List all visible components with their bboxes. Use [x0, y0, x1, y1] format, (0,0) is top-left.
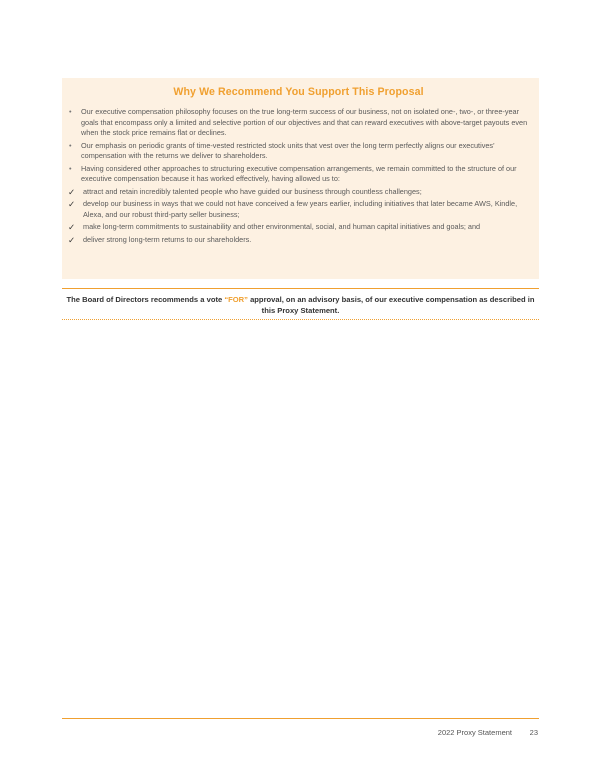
outcome-text: make long-term commitments to sustainability and other environmental, social, and human capital initiatives and goals; and [83, 222, 481, 231]
outcome-item [68, 235, 529, 246]
recommendation-callout [62, 78, 539, 279]
outcome-list [68, 187, 529, 246]
bullet-icon: • [69, 107, 72, 116]
outcome-item [68, 187, 529, 198]
reason-list [68, 107, 529, 185]
bullet-icon: • [69, 163, 72, 173]
reason-item [68, 141, 529, 162]
outcome-item [68, 199, 529, 220]
checkmark-icon: ✓ [68, 199, 76, 209]
footer-divider [62, 718, 539, 719]
outcome-text: attract and retain incredibly talented people who have guided our business through countless challenges; [83, 186, 422, 196]
board-recommendation [62, 295, 539, 316]
vote-for-label: “FOR” [224, 295, 248, 304]
divider-solid [62, 288, 539, 289]
outcome-item [68, 222, 529, 233]
divider-dotted [62, 319, 539, 320]
reason-item [68, 164, 529, 185]
page-number: 23 [529, 728, 538, 737]
callout-title: Why We Recommend You Support This Proposal [173, 86, 424, 98]
checkmark-icon: ✓ [68, 186, 76, 197]
reason-text: Our emphasis on periodic grants of time-vested restricted stock units that vest over the long term perfectly aligns our executives’ compensation with the returns we deliver to shareholders. [81, 140, 495, 160]
board-text-before: The Board of Directors recommends a vote [66, 295, 225, 304]
board-text-after: approval, on an advisory basis, of our executive compensation as described in this Proxy Statement. [247, 295, 535, 315]
checkmark-icon: ✓ [68, 222, 76, 232]
checkmark-icon: ✓ [68, 234, 76, 245]
bullet-icon: • [69, 140, 72, 150]
outcome-text: develop our business in ways that we could not have conceived a few years earlier, including initiatives that later became AWS, Kindle, Alexa, and our robust third-party seller business; [83, 199, 518, 219]
reason-text: Having considered other approaches to structuring executive compensation arrangements, we remain committed to the structure of our executive compensation because it has worked effectively, having allowed us to: [81, 163, 517, 183]
reason-text: Our executive compensation philosophy focuses on the true long-term success of our business, not on isolated one-, two-, or three-year goals that encompass only a limited and selective portion of our objectives and that can reward executives with above-target payouts even when the stock price remains flat or declines. [81, 107, 528, 137]
reason-item [68, 107, 529, 139]
footer-doc-title: 2022 Proxy Statement [437, 728, 512, 737]
outcome-text: deliver strong long-term returns to our shareholders. [83, 234, 252, 244]
